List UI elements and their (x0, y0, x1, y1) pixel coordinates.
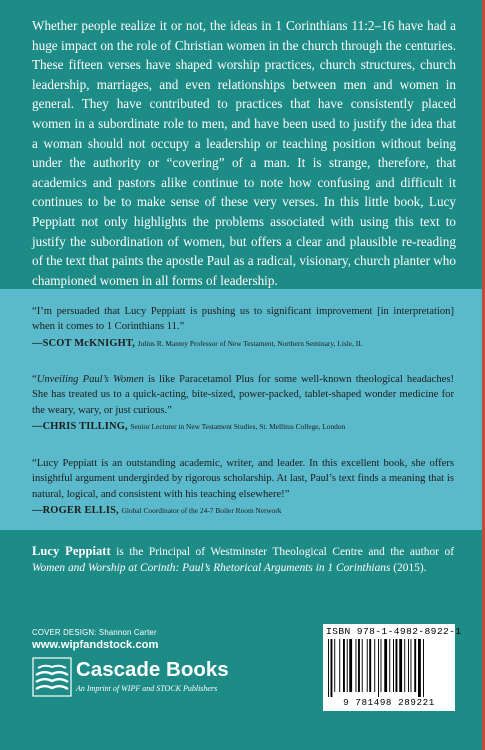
barcode-stripe (404, 639, 405, 692)
barcode-stripe (418, 639, 421, 697)
quoted-book-title: Unveiling Paul’s Women (36, 374, 144, 385)
barcode-stripe (334, 639, 335, 692)
barcode-stripe (331, 639, 333, 697)
barcode-stripe (356, 639, 357, 692)
barcode-digits: 9 781498 289221 (343, 697, 435, 708)
barcode-stripe (374, 639, 375, 692)
barcode-stripe (339, 639, 340, 692)
endorsement-quote (32, 372, 454, 418)
cover-design-credit: COVER DESIGN: Shannon Carter (32, 628, 157, 637)
barcode-stripe (369, 639, 371, 692)
barcode-stripe (384, 639, 387, 692)
endorser-name: —ROGER ELLIS, (32, 505, 119, 516)
isbn-barcode (323, 624, 462, 711)
barcode-stripe (349, 639, 352, 692)
barcode-stripe (362, 639, 363, 692)
author-name: Lucy Peppiatt (32, 544, 111, 558)
endorser-role: Senior Lecturer in New Testament Studies, St. Mellitus College, London (130, 422, 346, 431)
isbn-label: ISBN 978-1-4982-8922-1 (326, 626, 462, 637)
barcode-stripe (414, 639, 416, 692)
bio-year: (2015). (390, 561, 427, 574)
endorsement-attribution (32, 337, 462, 350)
barcode-stripe (389, 639, 390, 692)
barcode-stripe (347, 639, 348, 692)
quote-open-mark: “ (32, 374, 37, 385)
barcode-stripe (423, 639, 424, 697)
endorsement-attribution (32, 420, 462, 433)
publisher-website: www.wipfandstock.com (32, 639, 159, 651)
endorsement-attribution (32, 504, 462, 517)
author-bio (32, 544, 454, 576)
barcode-stripe (343, 639, 345, 692)
bio-text: is the Principal of Westminster Theological Centre and the author of (110, 546, 454, 558)
endorsement-quote: “I’m persuaded that Lucy Peppiatt is pushing us to significant improvement [in interpretation] when it comes to 1 Corinthians 11.” (32, 306, 454, 333)
barcode-stripe (399, 639, 402, 692)
endorsement-quote: “Lucy Peppiatt is an outstanding academic, writer, and leader. In this excellent book, she offers insightful argument undergirded by rigorous scholarship. At last, Paul’s text finds a meaning that is natural, logical, and consistent with his teaching elsewhere!” (32, 458, 454, 500)
endorser-name: —CHRIS TILLING, (32, 421, 128, 432)
barcode-stripe (381, 639, 382, 692)
endorser-name: —SCOT McKNIGHT, (32, 338, 136, 349)
barcode-stripe (396, 639, 398, 692)
quote-body: is like Paracetamol Plus for some well-known theological headaches! She has treated us to a quick-acting, bite-sized, power-packed, tablet-shaped wonder medicine for the weary, wary, or just curious.” (32, 374, 454, 416)
barcode-stripe (328, 639, 329, 697)
stacked-books-icon (32, 657, 72, 697)
publisher-logo (32, 657, 229, 703)
barcode-stripe (378, 639, 379, 697)
barcode-stripe (367, 639, 368, 692)
publisher-name: Cascade Books (76, 658, 229, 681)
author-book-title: Women and Worship at Corinth: Paul’s Rhetorical Arguments in 1 Corinthians (32, 561, 391, 574)
barcode-bars (328, 639, 450, 697)
endorser-role: Global Coordinator of the 24-7 Boiler Room Network (121, 506, 282, 515)
barcode-stripe (393, 639, 394, 692)
publisher-imprint: An Imprint of WIPF and STOCK Publishers (76, 684, 218, 693)
endorsements-panel (0, 289, 482, 530)
barcode-stripe (411, 639, 412, 692)
barcode-stripe (358, 639, 360, 692)
endorser-role: Julius R. Mantey Professor of New Testament, Northern Seminary, Lisle, IL (137, 339, 363, 348)
book-description: Whether people realize it or not, the ideas in 1 Corinthians 11:2–16 have had a huge impact on the role of Christian women in the church through the centuries. These fifteen verses have shaped worship practices, church structures, church leadership, marriages, and even relationships between men and women in general. They have contributed to practices that have consistently placed women in a subordinate role to men, and have been used to justify the idea that a woman should not occupy a leadership or teaching position without being under the authority or “covering” of a man. It is strange, therefore, that academics and pastors alike continue to note how confusing and difficult it continues to be to make sense of these very verses. In this little book, Lucy Peppiatt not only highlights the problems associated with using this text to justify the subordination of women, but offers a clear and plausible re-reading of the text that paints the apostle Paul as a radical, visionary, church planter who championed women in all forms of leadership. (32, 18, 456, 288)
barcode-stripe (408, 639, 409, 692)
